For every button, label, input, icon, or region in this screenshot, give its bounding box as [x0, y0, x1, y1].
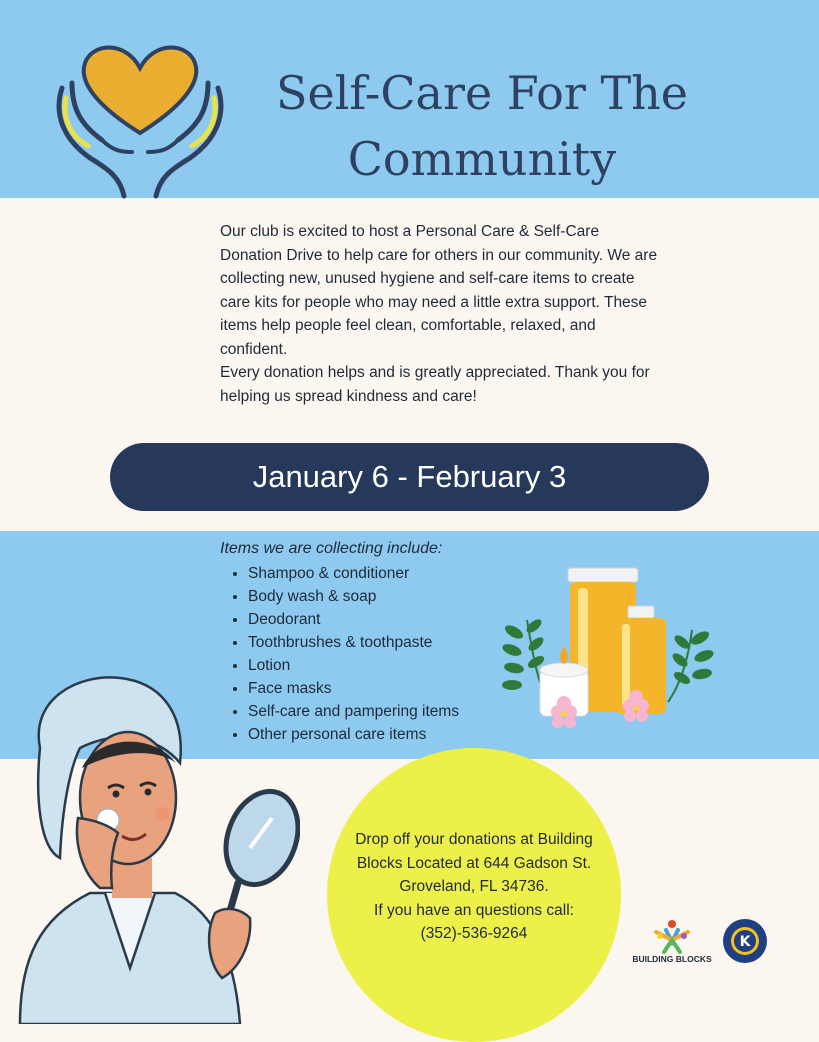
- dropoff-line-4: If you have an questions call:: [374, 901, 574, 919]
- intro-paragraph-2: Every donation helps and is greatly appreciated. Thank you for helping us spread kindness and care!: [220, 364, 650, 405]
- dropoff-line-1: Drop off your donations at Building: [355, 831, 593, 848]
- kiwanis-letter: K: [739, 934, 751, 950]
- dropoff-line-2: Blocks Located at 644 Gadson St.: [356, 854, 592, 872]
- woman-with-mirror-illustration: [0, 668, 300, 1024]
- dropoff-line-3: Groveland, FL 34736.: [399, 878, 549, 895]
- products-illustration: [492, 560, 722, 740]
- list-item: • Deodorant: [248, 608, 459, 631]
- heart-hands-icon: [40, 28, 240, 203]
- page-title: [232, 60, 732, 192]
- list-item: • Toothbrushes & toothpaste: [248, 631, 459, 654]
- list-item: • Face masks: [248, 677, 459, 700]
- list-item: • Lotion: [248, 654, 459, 677]
- list-item: • Body wash & soap: [248, 585, 459, 608]
- building-blocks-name: BUILDING BLOCKS: [632, 954, 712, 964]
- title-line-1: Self-Care For The: [275, 66, 689, 120]
- phone-number: (352)-536-9264: [420, 925, 528, 942]
- kiwanis-logo: [722, 918, 768, 964]
- intro-paragraph-1: Our club is excited to host a Personal Care & Self-Care Donation Drive to help care for others in our community. We are collecting new, unused hygiene and self-care items to create care kits for people who may need a little extra support. These items help people feel clean, comfortable, relaxed, and confident.: [220, 223, 658, 358]
- dropoff-info: [335, 828, 613, 946]
- intro-text: [220, 220, 660, 408]
- list-item: • Shampoo & conditioner: [248, 562, 459, 585]
- date-banner: [110, 443, 709, 511]
- items-heading: Items we are collecting include:: [220, 540, 443, 557]
- date-range: January 6 - February 3: [252, 459, 567, 494]
- list-item: • Other personal care items: [248, 723, 459, 746]
- title-line-2: Community: [347, 132, 617, 186]
- list-item: • Self-care and pampering items: [248, 700, 459, 723]
